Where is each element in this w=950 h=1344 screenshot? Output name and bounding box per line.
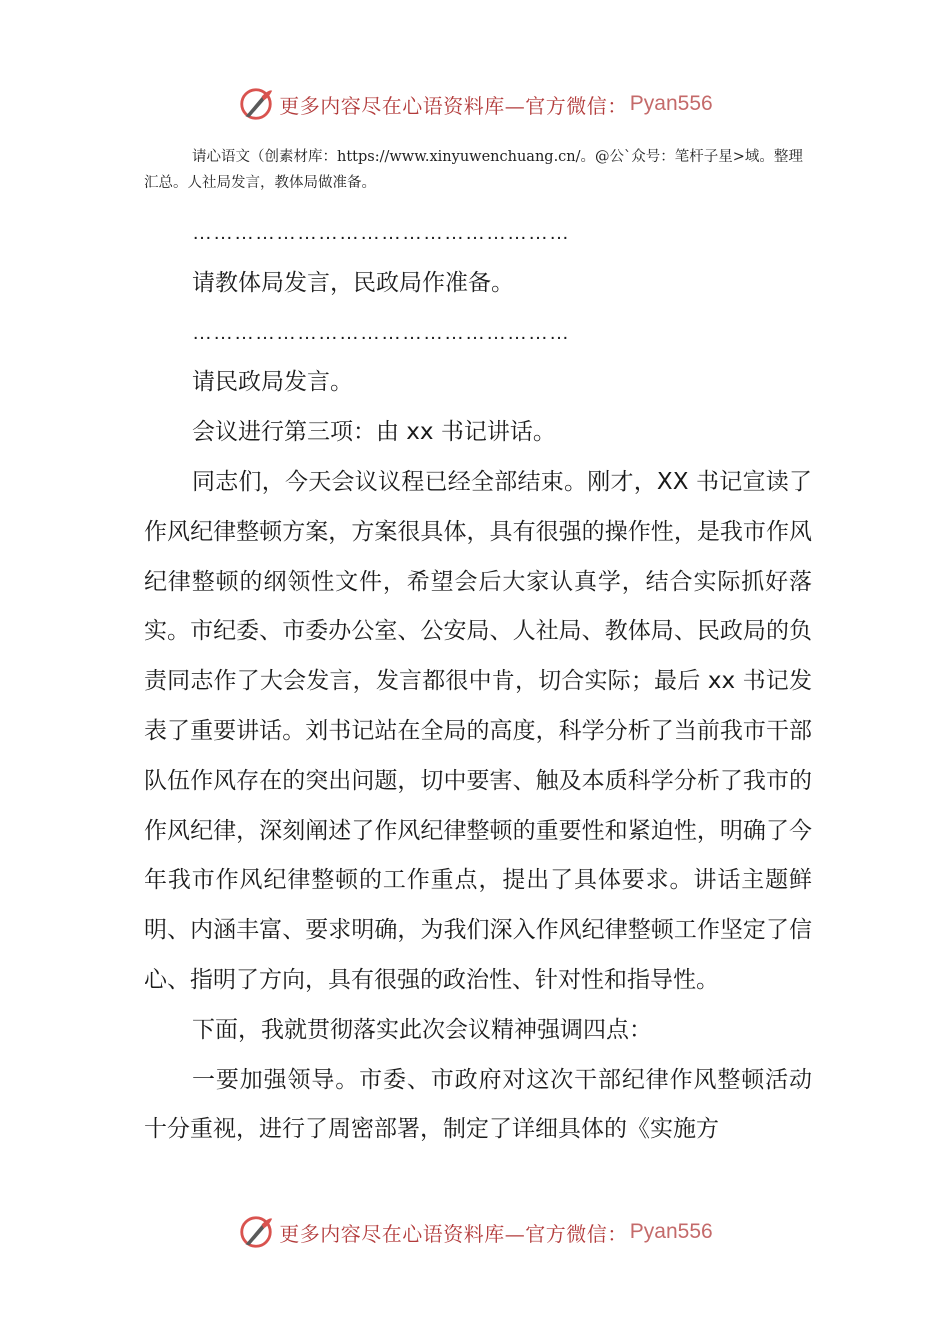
header-wechat-id: Pyan556 <box>629 92 713 115</box>
header-banner <box>0 84 950 124</box>
ellipsis-divider: ……………………………………………… <box>192 321 570 344</box>
paragraph: 下面，我就贯彻落实此次会议精神强调四点： <box>192 1016 652 1043</box>
paragraph: 会议进行第三项：由 xx 书记讲话。 <box>192 419 556 446</box>
paragraph: 请教体局发言，民政局作准备。 <box>192 269 514 296</box>
paragraph: 一要加强领导。市委、市政府对这次干部纪律作风整顿活动十分重视，进行了周密部署，制定了详细具体的《实施方 <box>144 1066 812 1143</box>
header-banner-text: 更多内容尽在心语资料库—官方微信： <box>279 93 628 118</box>
paragraph: 同志们，今天会议议程已经全部结束。刚才，XX 书记宣读了作风纪律整顿方案，方案很具体，具有很强的操作性，是我市作风纪律整顿的纲领性文件，希望会后大家认真学，结合实际抓好落实。市纪委、市委办公室、公安局、人社局、教体局、民政局的负责同志作了大会发言，发言都很中肯，切合实际；最后 xx 书记发表了重要讲话。刘书记站在全局的高度，科学分析了当前我市干部队伍作风存在的突出问题，切中要害、触及本质科学分析了我市的作风纪律，深刻阐述了作风纪律整顿的重要性和紧迫性，明确了今年我市作风纪律整顿的工作重点，提出了具体要求。讲话主题鲜明、内涵丰富、要求明确，为我们深入作风纪律整顿工作坚定了信心、指明了方向，具有很强的政治性、针对性和指导性。 <box>144 468 812 993</box>
footer-banner <box>0 1212 950 1252</box>
quill-logo-icon <box>237 85 275 123</box>
document-body <box>144 209 812 1155</box>
footer-banner-text: 更多内容尽在心语资料库—官方微信： <box>279 1221 628 1246</box>
footer-wechat-id: Pyan556 <box>629 1220 713 1243</box>
source-note: 请心语文（创素材库：https://www.xinyuwenchuang.cn/。@公`众号：笔杆子星>域。整理汇总。人社局发言，教体局做准备。 <box>144 149 803 191</box>
quill-logo-icon <box>237 1213 275 1251</box>
paragraph: 请民政局发言。 <box>192 369 353 396</box>
ellipsis-divider: ……………………………………………… <box>192 222 570 244</box>
